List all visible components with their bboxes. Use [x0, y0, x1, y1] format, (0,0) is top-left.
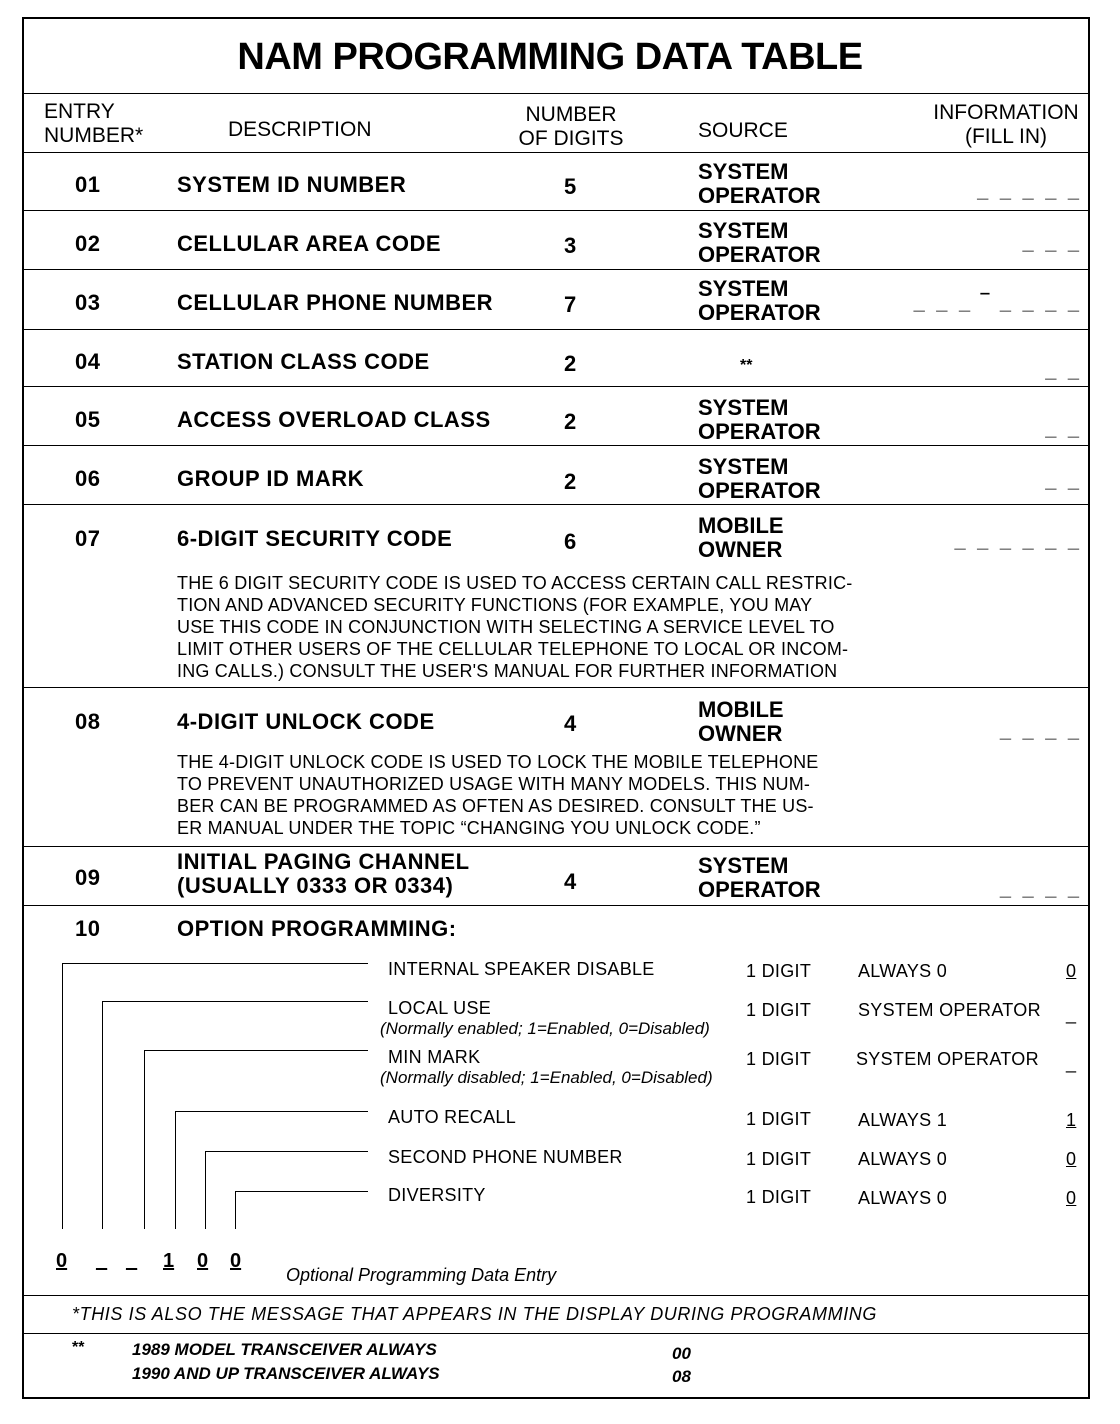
option-digits: 1 DIGIT: [746, 1187, 812, 1207]
option-label: DIVERSITY: [388, 1185, 486, 1205]
footnote-value: 00: [672, 1344, 691, 1363]
fill-in-blank[interactable]: _ _: [1045, 360, 1082, 382]
option-source: ALWAYS 0: [858, 1188, 948, 1208]
option-entry-digit[interactable]: _: [96, 1250, 108, 1272]
option-entry-digit[interactable]: 0: [230, 1250, 242, 1272]
entry-number: 07: [75, 526, 101, 551]
row-digits: 2: [564, 409, 577, 434]
row-description: STATION CLASS CODE: [177, 349, 430, 374]
fill-in-blank[interactable]: _ _ _ _: [999, 878, 1082, 900]
option-value[interactable]: _: [1066, 1004, 1077, 1024]
row-description: INITIAL PAGING CHANNEL (USUALLY 0333 OR 0334): [177, 849, 470, 898]
row-source: SYSTEM OPERATOR: [698, 853, 821, 902]
entry-number: 01: [75, 172, 101, 197]
option-digits: 1 DIGIT: [746, 1149, 812, 1169]
footnote-value: 08: [672, 1367, 691, 1386]
entry-number: 05: [75, 407, 101, 432]
row-description: OPTION PROGRAMMING:: [177, 916, 457, 941]
row-description: SYSTEM ID NUMBER: [177, 172, 407, 197]
option-value[interactable]: 1: [1066, 1110, 1077, 1130]
option-source: ALWAYS 1: [858, 1110, 948, 1130]
row-description: CELLULAR AREA CODE: [177, 231, 442, 256]
row-digits: 2: [564, 351, 577, 376]
row-source: MOBILE OWNER: [698, 697, 784, 746]
fill-in-blank[interactable]: _ _: [1045, 470, 1082, 492]
row-description: GROUP ID MARK: [177, 466, 364, 491]
row-digits: 3: [564, 233, 577, 258]
header-information: INFORMATION (FILL IN): [933, 101, 1079, 148]
row-digits: 4: [564, 869, 577, 894]
entry-number: 04: [75, 349, 101, 374]
option-digits: 1 DIGIT: [746, 1049, 812, 1069]
row-source: SYSTEM OPERATOR: [698, 218, 821, 267]
option-label: MIN MARK: [388, 1047, 481, 1067]
page-title: NAM PROGRAMMING DATA TABLE: [237, 36, 863, 78]
row-digits: 2: [564, 469, 577, 494]
option-entry-digit[interactable]: 0: [56, 1250, 68, 1272]
entry-number: 06: [75, 466, 101, 491]
row-source: **: [740, 357, 753, 374]
entry-number: 02: [75, 231, 101, 256]
option-value[interactable]: 0: [1066, 1188, 1077, 1208]
row-digits: 6: [564, 529, 577, 554]
footnote-double-mark: **: [72, 1339, 85, 1356]
row-description: ACCESS OVERLOAD CLASS: [177, 407, 491, 432]
option-digits: 1 DIGIT: [746, 1000, 812, 1020]
option-note: (Normally disabled; 1=Enabled, 0=Disabled): [380, 1068, 713, 1087]
fill-in-blank[interactable]: _ _ _ _: [999, 720, 1082, 742]
row-source: SYSTEM OPERATOR: [698, 159, 821, 208]
option-entry-digit[interactable]: _: [126, 1250, 138, 1272]
entry-number: 03: [75, 290, 101, 315]
fill-in-blank[interactable]: _ _ _ ‾ _ _ _ _: [913, 292, 1082, 314]
row-digits: 5: [564, 174, 577, 199]
fill-in-blank[interactable]: _ _ _ _ _ _: [954, 530, 1082, 552]
row-description: 4-DIGIT UNLOCK CODE: [177, 709, 435, 734]
header-entry: ENTRY NUMBER*: [44, 100, 144, 147]
fill-in-blank[interactable]: _ _ _ _ _: [977, 180, 1082, 202]
option-source: ALWAYS 0: [858, 1149, 948, 1169]
option-digits: 1 DIGIT: [746, 961, 812, 981]
option-label: INTERNAL SPEAKER DISABLE: [388, 959, 655, 979]
header-description: DESCRIPTION: [228, 118, 372, 141]
footnote-star: *THIS IS ALSO THE MESSAGE THAT APPEARS IN THE DISPLAY DURING PROGRAMMING: [72, 1304, 878, 1324]
option-entry-label: Optional Programming Data Entry: [286, 1265, 557, 1285]
footnote-line: 1990 AND UP TRANSCEIVER ALWAYS: [132, 1364, 440, 1383]
footnote-line: 1989 MODEL TRANSCEIVER ALWAYS: [132, 1340, 437, 1359]
row-description: CELLULAR PHONE NUMBER: [177, 290, 494, 315]
row-source: MOBILE OWNER: [698, 513, 784, 562]
row-digits: 7: [564, 292, 577, 317]
option-source: ALWAYS 0: [858, 961, 948, 981]
row-note: THE 6 DIGIT SECURITY CODE IS USED TO ACCESS CERTAIN CALL RESTRIC- TION AND ADVANCED SECURITY FUNCTIONS (FOR EXAMPLE, YOU MAY USE THIS CODE IN CONJUNCTION WITH SELECTING A SERVICE LEVEL TO LIMIT OTHER USERS OF THE CELLULAR TELEPHONE TO LOCAL OR INCOM- ING CALLS.) CONSULT THE USER'S MANUAL FOR FURTHER INFORMATION: [177, 573, 853, 681]
fill-in-blank[interactable]: _ _ _: [1022, 232, 1082, 254]
option-source: SYSTEM OPERATOR: [856, 1049, 1039, 1069]
option-entry-digit[interactable]: 1: [163, 1250, 175, 1272]
entry-number: 08: [75, 709, 101, 734]
header-digits: NUMBER OF DIGITS: [518, 103, 624, 150]
option-value[interactable]: 0: [1066, 1149, 1077, 1169]
option-value[interactable]: _: [1066, 1053, 1077, 1073]
option-source: SYSTEM OPERATOR: [858, 1000, 1041, 1020]
row-digits: 4: [564, 711, 577, 736]
option-label: SECOND PHONE NUMBER: [388, 1147, 623, 1167]
row-note: THE 4-DIGIT UNLOCK CODE IS USED TO LOCK THE MOBILE TELEPHONE TO PREVENT UNAUTHORIZED USAGE WITH MANY MODELS. THIS NUM- BER CAN BE PROGRAMMED AS OFTEN AS DESIRED. CONSULT THE US- ER MANUAL UNDER THE TOPIC “CHANGING YOU UNLOCK CODE.”: [177, 752, 819, 838]
row-description: 6-DIGIT SECURITY CODE: [177, 526, 453, 551]
row-source: SYSTEM OPERATOR: [698, 395, 821, 444]
row-source: SYSTEM OPERATOR: [698, 276, 821, 325]
header-source: SOURCE: [698, 119, 788, 142]
fill-in-blank[interactable]: _ _: [1045, 418, 1082, 440]
option-label: AUTO RECALL: [388, 1107, 517, 1127]
option-label: LOCAL USE: [388, 998, 492, 1018]
option-note: (Normally enabled; 1=Enabled, 0=Disabled): [380, 1019, 710, 1038]
row-source: SYSTEM OPERATOR: [698, 454, 821, 503]
option-entry-digit[interactable]: 0: [197, 1250, 209, 1272]
option-digits: 1 DIGIT: [746, 1109, 812, 1129]
entry-number: 09: [75, 865, 101, 890]
entry-number: 10: [75, 916, 101, 941]
option-value[interactable]: 0: [1066, 961, 1077, 981]
